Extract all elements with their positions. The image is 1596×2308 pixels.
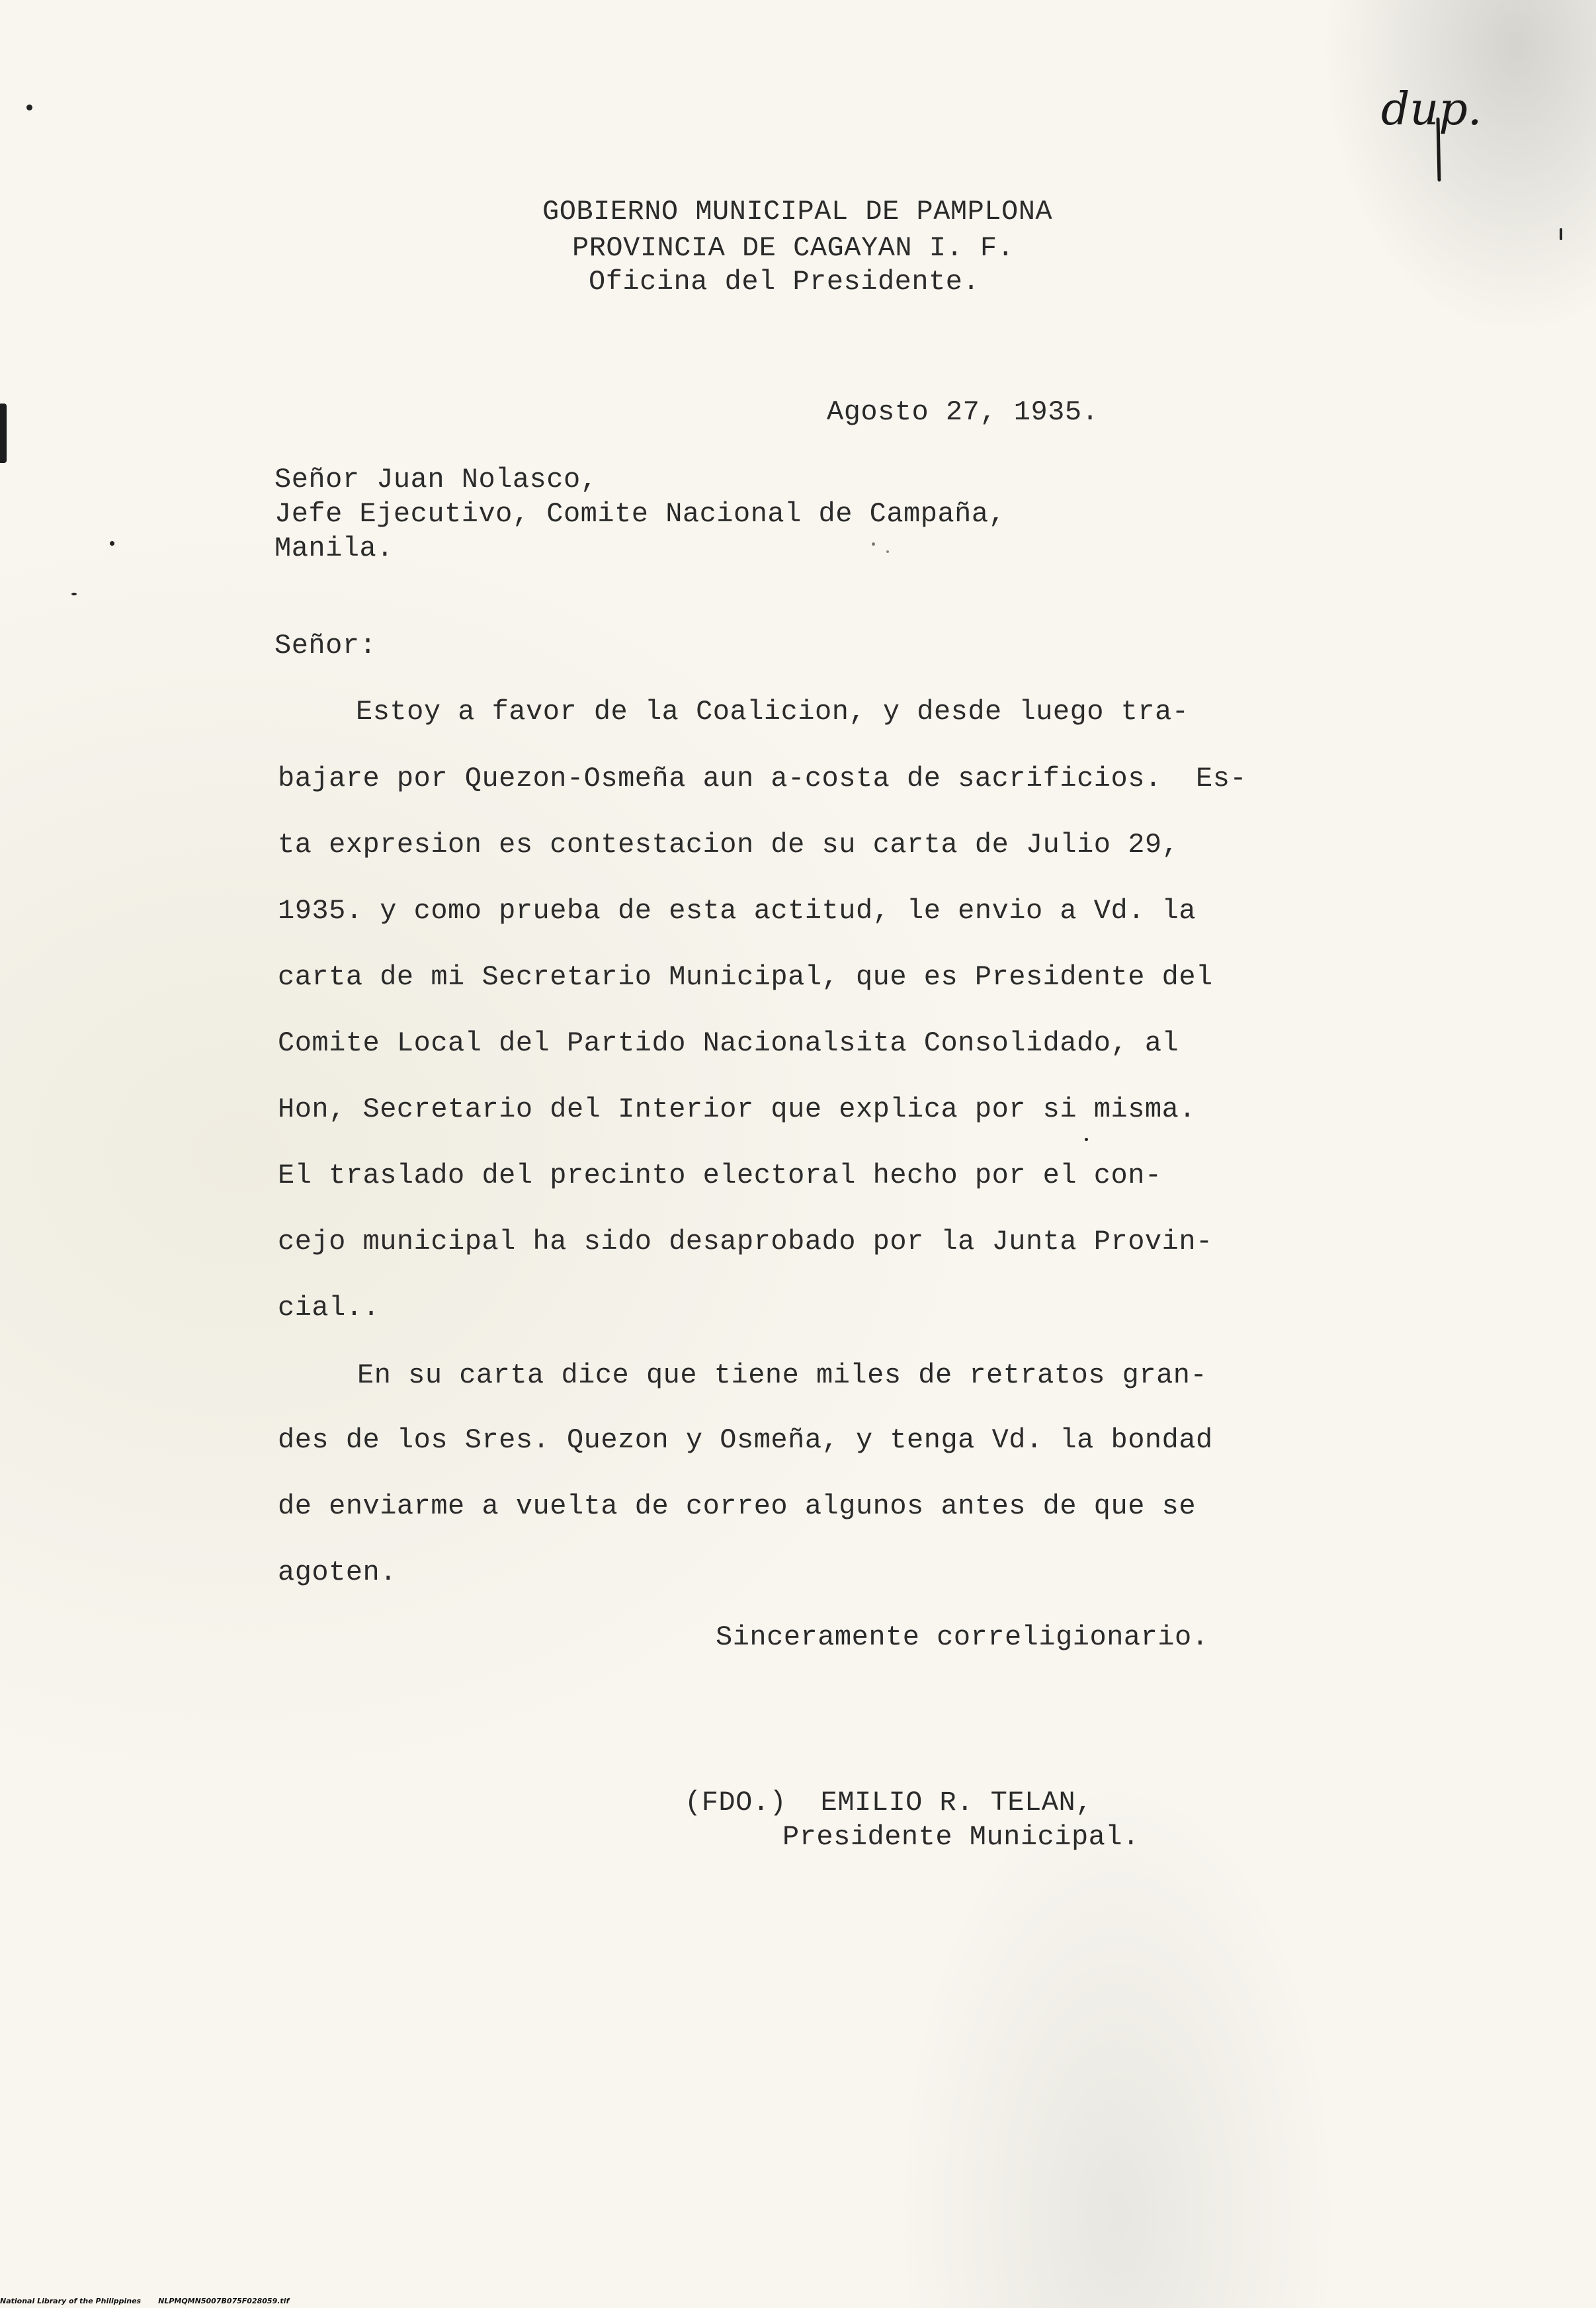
footer-library: National Library of the Philippines — [0, 2297, 142, 2305]
speck — [1085, 1138, 1088, 1141]
body-line: 1935. y como prueba de esta actitud, le envio a Vd. la — [278, 895, 1197, 927]
body-line: cial.. — [278, 1292, 380, 1324]
body-line: Comite Local del Partido Nacionalsita Consolidado, al — [278, 1027, 1179, 1059]
letterhead-line-1: GOBIERNO MUNICIPAL DE PAMPLONA — [542, 196, 1053, 228]
speck — [872, 542, 875, 546]
body-line: bajare por Quezon-Osmeña aun a-costa de sacrificios. Es- — [278, 763, 1247, 794]
speck — [1560, 228, 1562, 240]
body-line: cejo municipal ha sido desaprobado por la Junta Provin- — [278, 1226, 1213, 1258]
letter-date: Agosto 27, 1935. — [827, 396, 1099, 428]
recipient-line-1: Señor Juan Nolasco, — [274, 464, 598, 495]
edge-mark — [0, 404, 7, 463]
salutation: Señor: — [274, 630, 377, 662]
handwritten-annotation — [1376, 73, 1482, 185]
signature-line-1: (FDO.) EMILIO R. TELAN, — [685, 1787, 1093, 1818]
body-line: En su carta dice que tiene miles de retratos gran- — [357, 1359, 1208, 1391]
recipient-line-2: Jefe Ejecutivo, Comite Nacional de Campaña, — [274, 498, 1006, 530]
speck — [110, 541, 114, 546]
body-line: El traslado del precinto electoral hecho por el con- — [278, 1160, 1162, 1191]
footer-file-code: NLPMQMN5007B075F028059.tif — [158, 2297, 290, 2305]
body-line: des de los Sres. Quezon y Osmeña, y tenga Vd. la bondad — [278, 1424, 1213, 1456]
letterhead-line-2: PROVINCIA DE CAGAYAN I. F. — [572, 232, 1015, 264]
speck — [26, 105, 32, 110]
body-line: de enviarme a vuelta de correo algunos antes de que se — [278, 1490, 1197, 1522]
letterhead-line-3: Oficina del Presidente. — [589, 266, 980, 298]
body-line: agoten. — [278, 1557, 397, 1588]
archive-footer — [0, 2297, 289, 2305]
speck — [886, 550, 889, 553]
svg-text:dup.: dup. — [1381, 83, 1482, 136]
body-line: Estoy a favor de la Coalicion, y desde luego tra- — [356, 696, 1189, 728]
closing: Sinceramente correligionario. — [716, 1621, 1209, 1653]
speck — [71, 593, 77, 595]
recipient-line-3: Manila. — [274, 533, 394, 564]
signature-line-2: Presidente Municipal. — [782, 1821, 1140, 1853]
body-line: ta expresion es contestacion de su carta de Julio 29, — [278, 829, 1179, 861]
body-line: Hon, Secretario del Interior que explica por si misma. — [278, 1093, 1197, 1125]
body-line: carta de mi Secretario Municipal, que es Presidente del — [278, 961, 1213, 993]
